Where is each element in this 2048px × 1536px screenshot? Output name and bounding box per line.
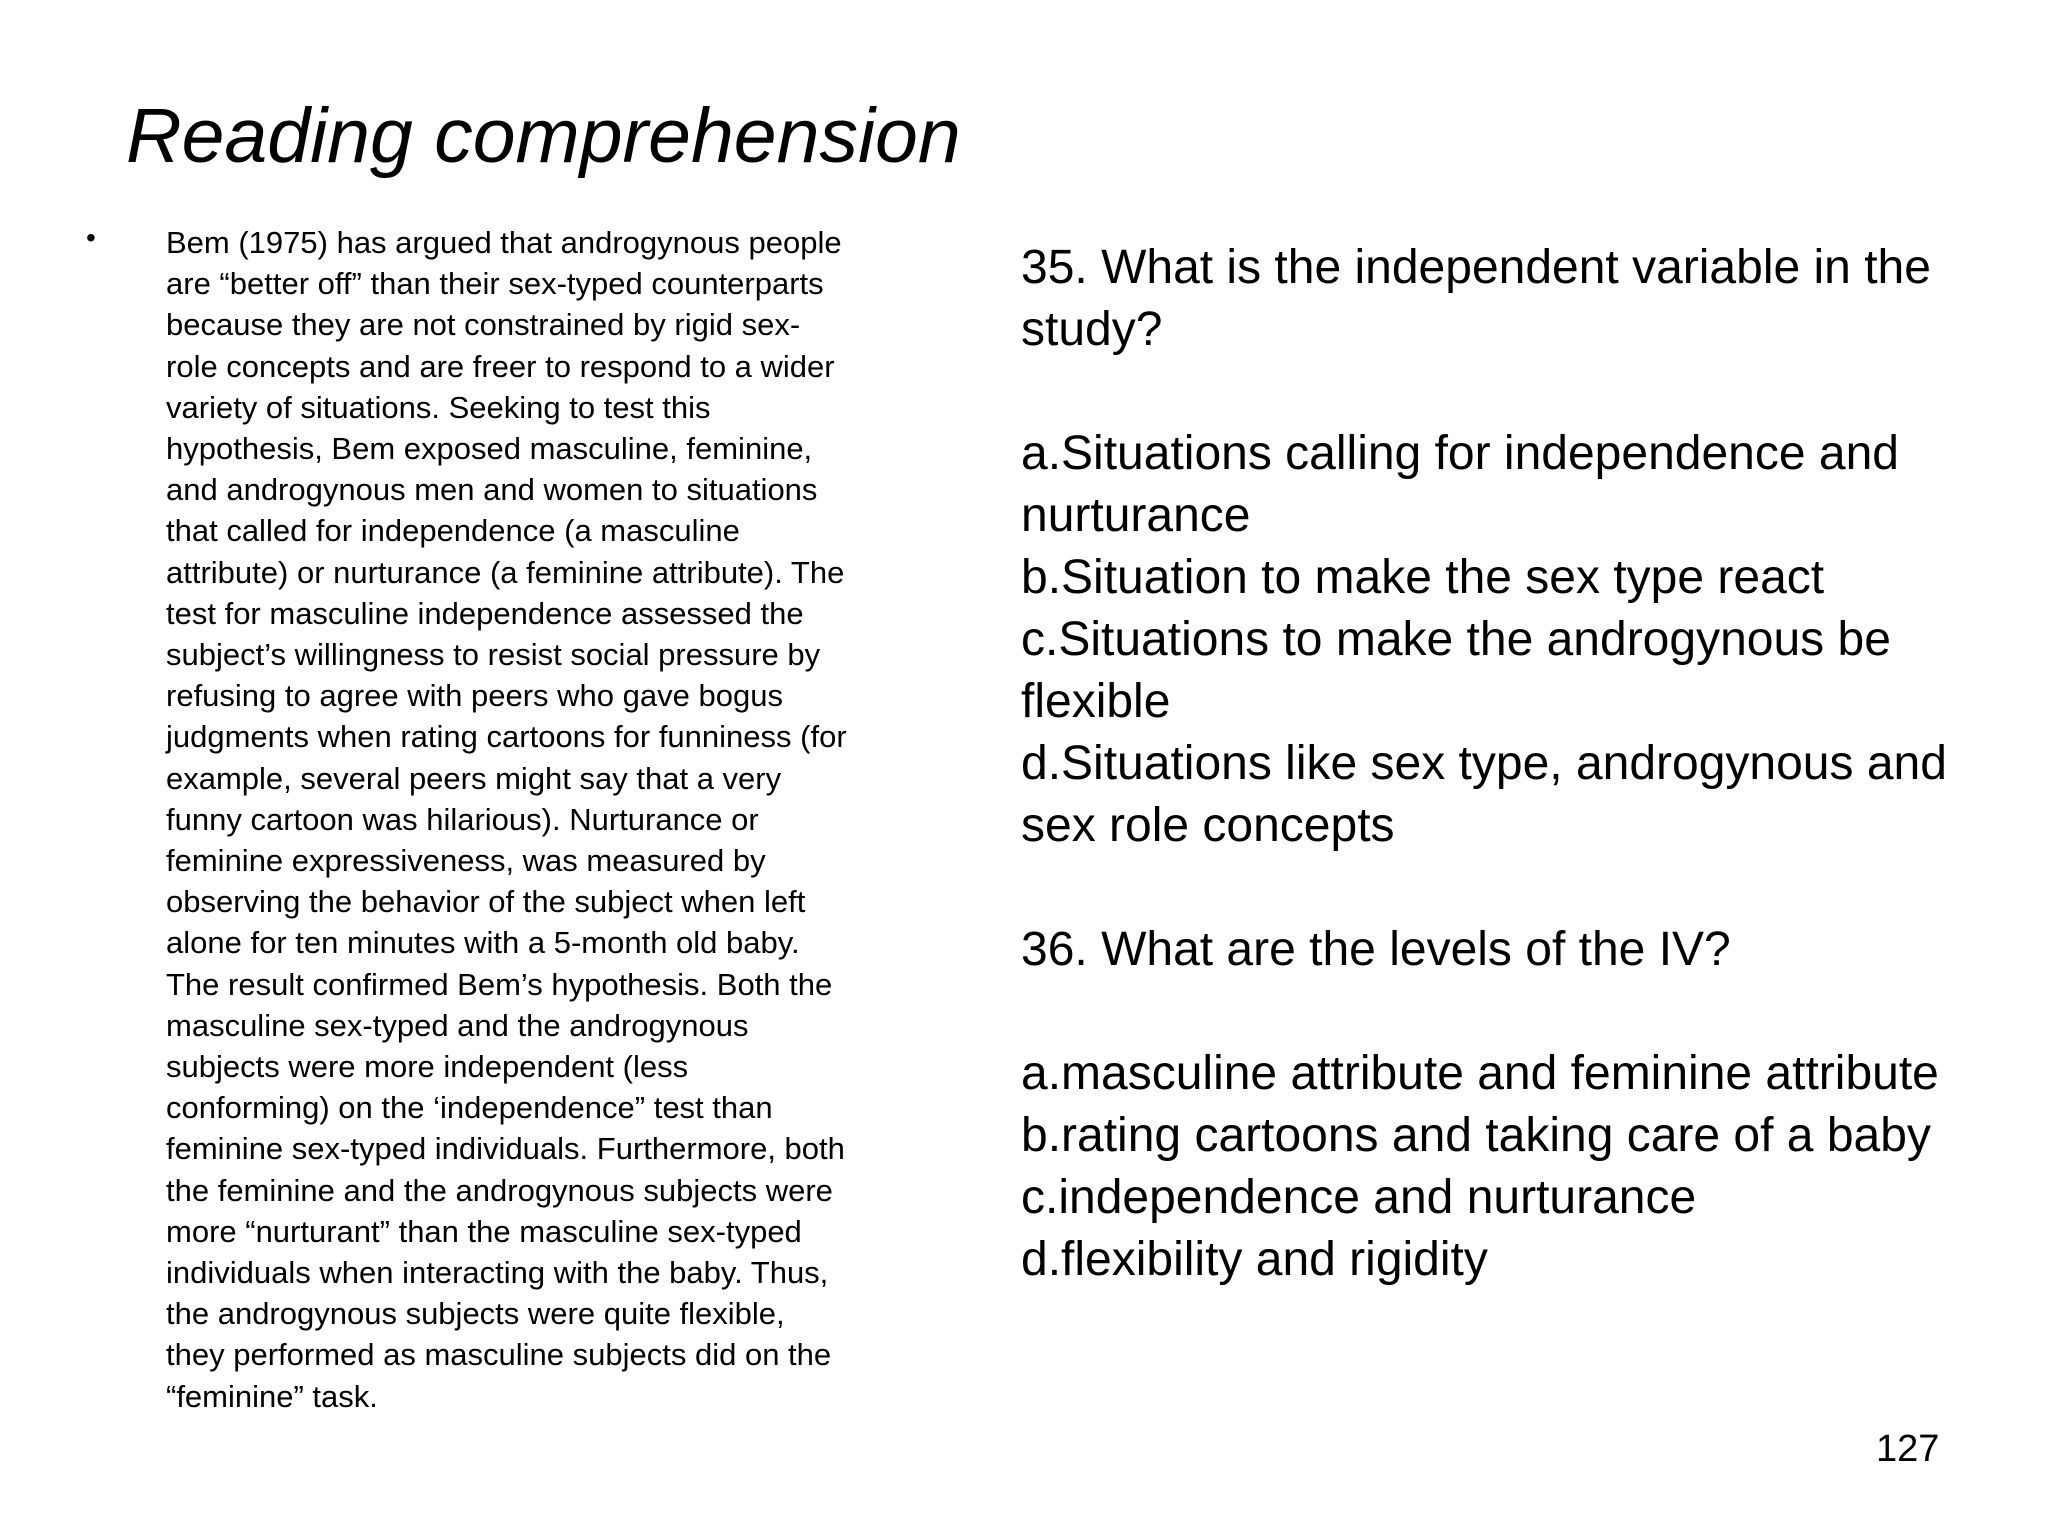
question-35-option-b: b.Situation to make the sex type react [1021,551,1825,604]
passage-line: Bem (1975) has argued that androgynous people [166,225,842,260]
question-35-option-c: c.Situations to make the androgynous be [1021,613,1891,666]
question-35 [1021,237,1947,857]
question-36-option-c: c.independence and nurturance [1021,1171,1697,1224]
passage-line: example, several peers might say that a very [166,760,782,796]
passage-line: feminine sex-typed individuals. Furthermore, both [166,1131,845,1167]
passage-line: alone for ten minutes with a 5-month old baby. [166,925,800,961]
passage-line: observing the behavior of the subject when left [166,884,806,920]
passage-line: subjects were more independent (less [166,1049,689,1085]
question-36 [1021,919,1947,1291]
passage-line: “feminine” task. [166,1378,378,1414]
passage-line: attribute) or nurturance (a feminine attribute). The [166,554,845,590]
spacer [1021,361,1947,423]
passage-line: funny cartoon was hilarious). Nurturance or [166,801,759,837]
passage-line: that called for independence (a masculine [166,513,740,549]
question-36-option-a: a.masculine attribute and feminine attribute [1021,1047,1939,1100]
passage-line: the androgynous subjects were quite flexible, [166,1296,785,1332]
question-36-option-d: d.flexibility and rigidity [1021,1233,1488,1286]
bullet-icon: • [86,222,96,253]
question-35-text: 35. What is the independent variable in the [1021,241,1931,294]
reading-passage [166,222,847,1417]
question-35-option-d: d.Situations like sex type, androgynous and [1021,737,1947,790]
passage-line: variety of situations. Seeking to test this [166,389,711,425]
questions-panel [1021,237,1947,1291]
page-number: 127 [1876,1428,1940,1470]
question-35-option-a: a.Situations calling for independence and [1021,427,1899,480]
spacer [1021,981,1947,1043]
passage-line: more “nurturant” than the masculine sex-typed [166,1213,802,1249]
passage-line: subject’s willingness to resist social pressure by [166,637,821,673]
passage-line: are “better off” than their sex-typed counterparts [166,266,824,302]
passage-line: individuals when interacting with the baby. Thus, [166,1255,829,1291]
question-35-option-c: flexible [1021,675,1171,728]
passage-line: masculine sex-typed and the androgynous [166,1007,749,1043]
passage-line: because they are not constrained by rigid sex- [166,307,801,343]
passage-line: they performed as masculine subjects did on the [166,1337,832,1373]
passage-line: feminine expressiveness, was measured by [166,843,766,879]
passage-line: and androgynous men and women to situations [166,472,818,508]
question-35-option-a: nurturance [1021,489,1251,542]
passage-line: role concepts and are freer to respond to a wider [166,348,835,384]
spacer [1021,857,1947,919]
passage-line: conforming) on the ‘independence” test than [166,1090,773,1126]
question-36-option-b: b.rating cartoons and taking care of a baby [1021,1109,1931,1162]
passage-line: hypothesis, Bem exposed masculine, feminine, [166,431,813,467]
passage-line: test for masculine independence assessed the [166,595,804,631]
passage-line: judgments when rating cartoons for funniness (for [166,719,847,755]
passage-line: The result confirmed Bem’s hypothesis. Both the [166,966,833,1002]
question-36-text: 36. What are the levels of the IV? [1021,923,1731,976]
slide-title: Reading comprehension [126,93,961,179]
passage-line: the feminine and the androgynous subjects were [166,1172,833,1208]
question-35-text: study? [1021,303,1163,356]
question-35-option-d: sex role concepts [1021,799,1395,852]
passage-line: refusing to agree with peers who gave bogus [166,678,783,714]
